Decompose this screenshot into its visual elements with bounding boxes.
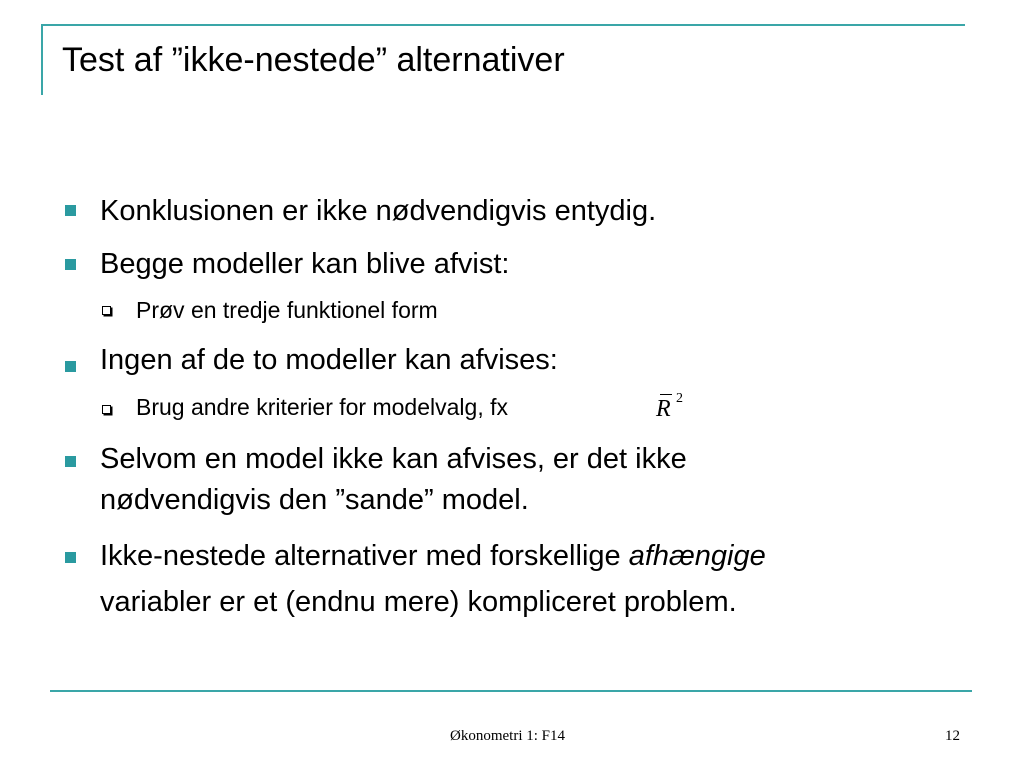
bullet-item-5-text: Ikke-nestede alternativer med forskellige — [100, 540, 629, 572]
page-number: 12 — [945, 728, 960, 744]
bullet-item-3: Ingen af de to modeller kan afvises: — [100, 344, 558, 376]
r-bar-squared-formula — [655, 391, 691, 425]
emphasis-text: afhængige — [628, 540, 766, 572]
math-superscript: 2 — [676, 391, 683, 406]
bullet-item-1: Konklusionen er ikke nødvendigvis entydig. — [100, 195, 657, 227]
bullet-item-5-line-2: variabler er et (endnu mere) kompliceret problem. — [100, 586, 737, 618]
square-bullet-icon — [65, 456, 76, 467]
square-bullet-icon — [65, 259, 76, 270]
bullet-item-4-line-2: nødvendigvis den ”sande” model. — [100, 484, 529, 516]
title-frame-left-rule — [41, 24, 43, 95]
hollow-square-bullet-icon — [102, 405, 111, 414]
footer-rule — [50, 690, 972, 692]
math-symbol-r: R — [656, 396, 671, 422]
title-frame-top-rule — [41, 24, 965, 26]
bullet-item-5-line-1 — [100, 538, 766, 574]
sub-bullet-item-1: Prøv en tredje funktionel form — [136, 297, 438, 323]
bullet-item-2: Begge modeller kan blive afvist: — [100, 248, 510, 280]
footer-course-label: Økonometri 1: F14 — [450, 728, 565, 744]
square-bullet-icon — [65, 361, 76, 372]
square-bullet-icon — [65, 552, 76, 563]
square-bullet-icon — [65, 205, 76, 216]
bullet-item-4-line-1: Selvom en model ikke kan afvises, er det ikke — [100, 443, 687, 475]
slide-title: Test af ”ikke-nestede” alternativer — [62, 41, 565, 79]
hollow-square-bullet-icon — [102, 306, 111, 315]
sub-bullet-item-2: Brug andre kriterier for modelvalg, fx — [136, 394, 508, 420]
